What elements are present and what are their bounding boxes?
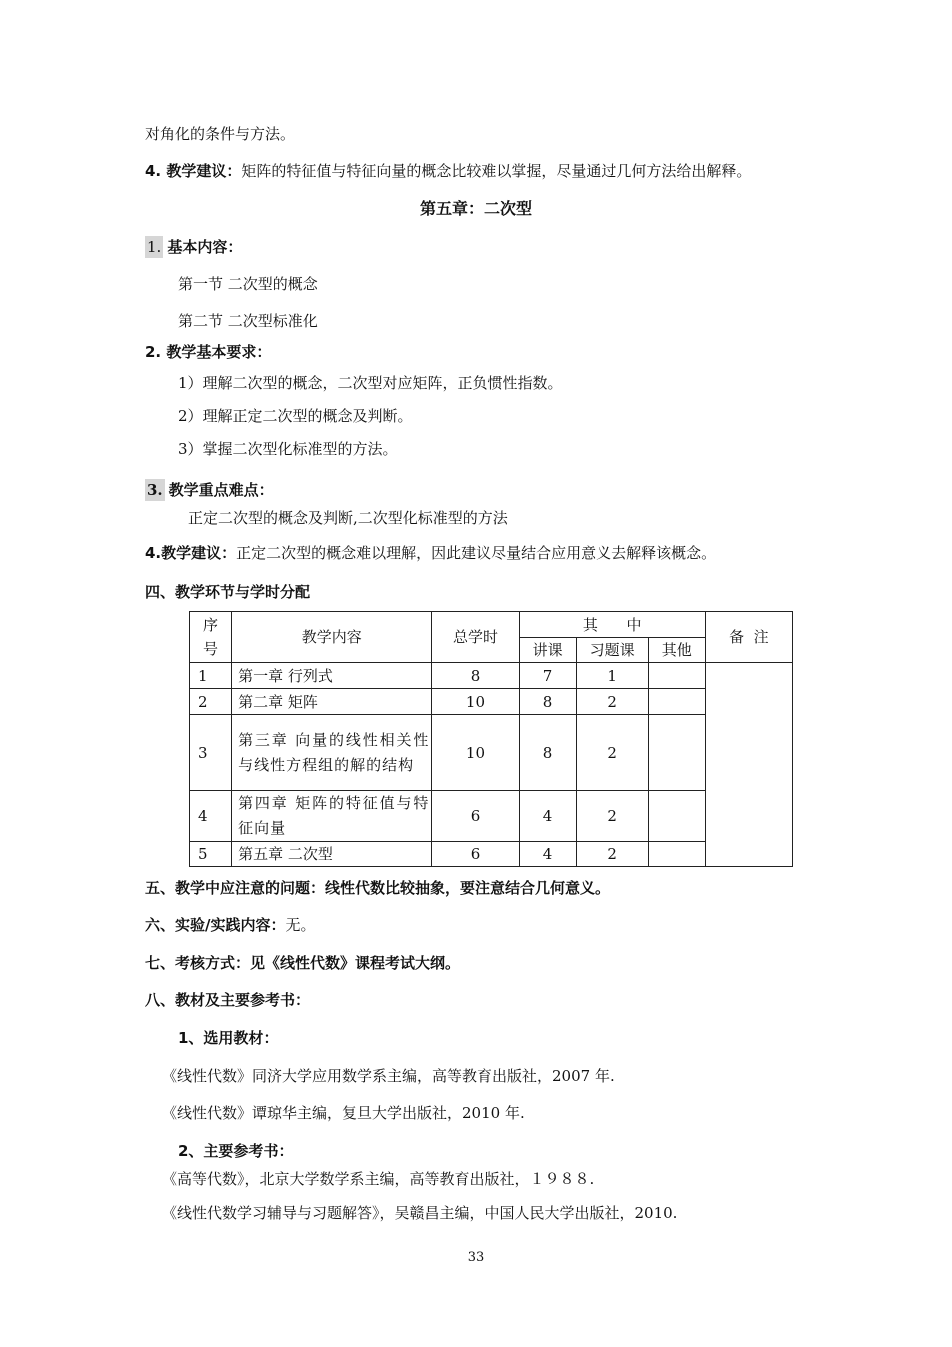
row-total: 8 [432, 663, 519, 689]
header-other: 其他 [648, 638, 705, 663]
textbook-1: 《线性代数》同济大学应用数学系主编，高等教育出版社，2007 年. [162, 1067, 615, 1085]
header-total-hours: 总学时 [432, 612, 519, 663]
row-seq: 1 [190, 663, 232, 689]
row-total: 10 [432, 689, 519, 715]
ch5-requirement-2: 2）理解正定二次型的概念及判断。 [178, 407, 413, 425]
header-lecture: 讲课 [519, 638, 576, 663]
ch5-requirement-1: 1）理解二次型的概念，二次型对应矩阵，正负惯性指数。 [178, 374, 563, 392]
row-other [648, 791, 705, 842]
ch5-requirements-heading: 2. 教学基本要求： [145, 343, 272, 361]
remark-cell [705, 663, 792, 867]
row-seq: 5 [190, 842, 232, 867]
row-exercise: 2 [576, 715, 648, 791]
ch5-key-points-text: 正定二次型的概念及判断,二次型化标准型的方法 [188, 509, 508, 527]
table-row [190, 842, 793, 867]
reference-heading: 2、主要参考书： [178, 1142, 294, 1160]
row-other [648, 663, 705, 689]
row-seq: 2 [190, 689, 232, 715]
ch5-key-points-heading [145, 480, 274, 500]
header-exercise: 习题课 [576, 638, 648, 663]
row-content: 第一章 行列式 [232, 663, 432, 689]
header-remark: 备 注 [705, 612, 792, 663]
row-total: 6 [432, 791, 519, 842]
row-content: 第二章 矩阵 [232, 689, 432, 715]
table-row [190, 689, 793, 715]
header-seq: 序 号 [190, 612, 232, 663]
textbook-heading: 1、选用教材： [178, 1029, 279, 1047]
row-content: 第四章 矩阵的特征值与特征向量 [232, 791, 432, 842]
row-exercise: 2 [576, 791, 648, 842]
ch5-suggestion [145, 543, 716, 563]
reference-2: 《线性代数学习辅导与习题解答》，吴赣昌主编，中国人民大学出版社，2010. [162, 1204, 678, 1222]
table-row [190, 715, 793, 791]
section-five: 五、教学中应注意的问题：线性代数比较抽象，要注意结合几何意义。 [145, 879, 611, 897]
row-content: 第五章 二次型 [232, 842, 432, 867]
textbook-2: 《线性代数》谭琼华主编，复旦大学出版社，2010 年. [162, 1104, 525, 1122]
row-seq: 4 [190, 791, 232, 842]
page-number: 33 [467, 1250, 485, 1265]
ch5-suggestion-heading: 4.教学建议： [145, 544, 237, 562]
ch5-section-1: 第一节 二次型的概念 [178, 275, 318, 293]
ch5-requirement-3: 3）掌握二次型化标准型的方法。 [178, 440, 398, 458]
header-content: 教学内容 [232, 612, 432, 663]
table-row [190, 663, 793, 689]
row-total: 6 [432, 842, 519, 867]
header-breakdown: 其 中 [519, 612, 705, 638]
row-lecture: 4 [519, 791, 576, 842]
section-seven: 七、考核方式：见《线性代数》课程考试大纲。 [145, 954, 461, 972]
row-total: 10 [432, 715, 519, 791]
row-seq: 3 [190, 715, 232, 791]
ch5-suggestion-text: 正定二次型的概念难以理解，因此建议尽量结合应用意义去解释该概念。 [236, 544, 717, 562]
section-4-text: 矩阵的特征值与特征向量的概念比较难以掌握，尽量通过几何方法给出解释。 [241, 162, 752, 180]
ch5-section-2: 第二节 二次型标准化 [178, 312, 318, 330]
ch5-item-number-3: 3. [147, 481, 163, 499]
section-six [145, 915, 316, 935]
chapter-title: 第五章：二次型 [419, 199, 532, 218]
ch5-basic-content-heading [145, 237, 242, 257]
row-exercise: 1 [576, 663, 648, 689]
row-lecture: 8 [519, 689, 576, 715]
row-other [648, 842, 705, 867]
ch5-item-number-1: 1. [147, 238, 162, 256]
section-six-heading: 六、实验/实践内容： [145, 916, 286, 934]
section-4-suggestion [145, 161, 751, 181]
row-exercise: 2 [576, 842, 648, 867]
reference-1: 《高等代数》，北京大学数学系主编，高等教育出版社，１９８８. [162, 1170, 595, 1188]
section-six-text: 无。 [285, 916, 316, 934]
hours-allocation-table [189, 611, 793, 867]
row-lecture: 8 [519, 715, 576, 791]
row-exercise: 2 [576, 689, 648, 715]
section-4-heading: 4. 教学建议： [145, 162, 242, 180]
table-row [190, 791, 793, 842]
row-content: 第三章 向量的线性相关性与线性方程组的解的结构 [232, 715, 432, 791]
section-four-title: 四、教学环节与学时分配 [145, 583, 311, 601]
row-lecture: 4 [519, 842, 576, 867]
row-other [648, 715, 705, 791]
section-eight: 八、教材及主要参考书： [145, 991, 311, 1009]
continuation-text: 对角化的条件与方法。 [145, 125, 296, 143]
row-other [648, 689, 705, 715]
ch5-key-points-label: 教学重点难点： [168, 481, 274, 499]
ch5-basic-content-label: 基本内容： [167, 238, 243, 256]
row-lecture: 7 [519, 663, 576, 689]
